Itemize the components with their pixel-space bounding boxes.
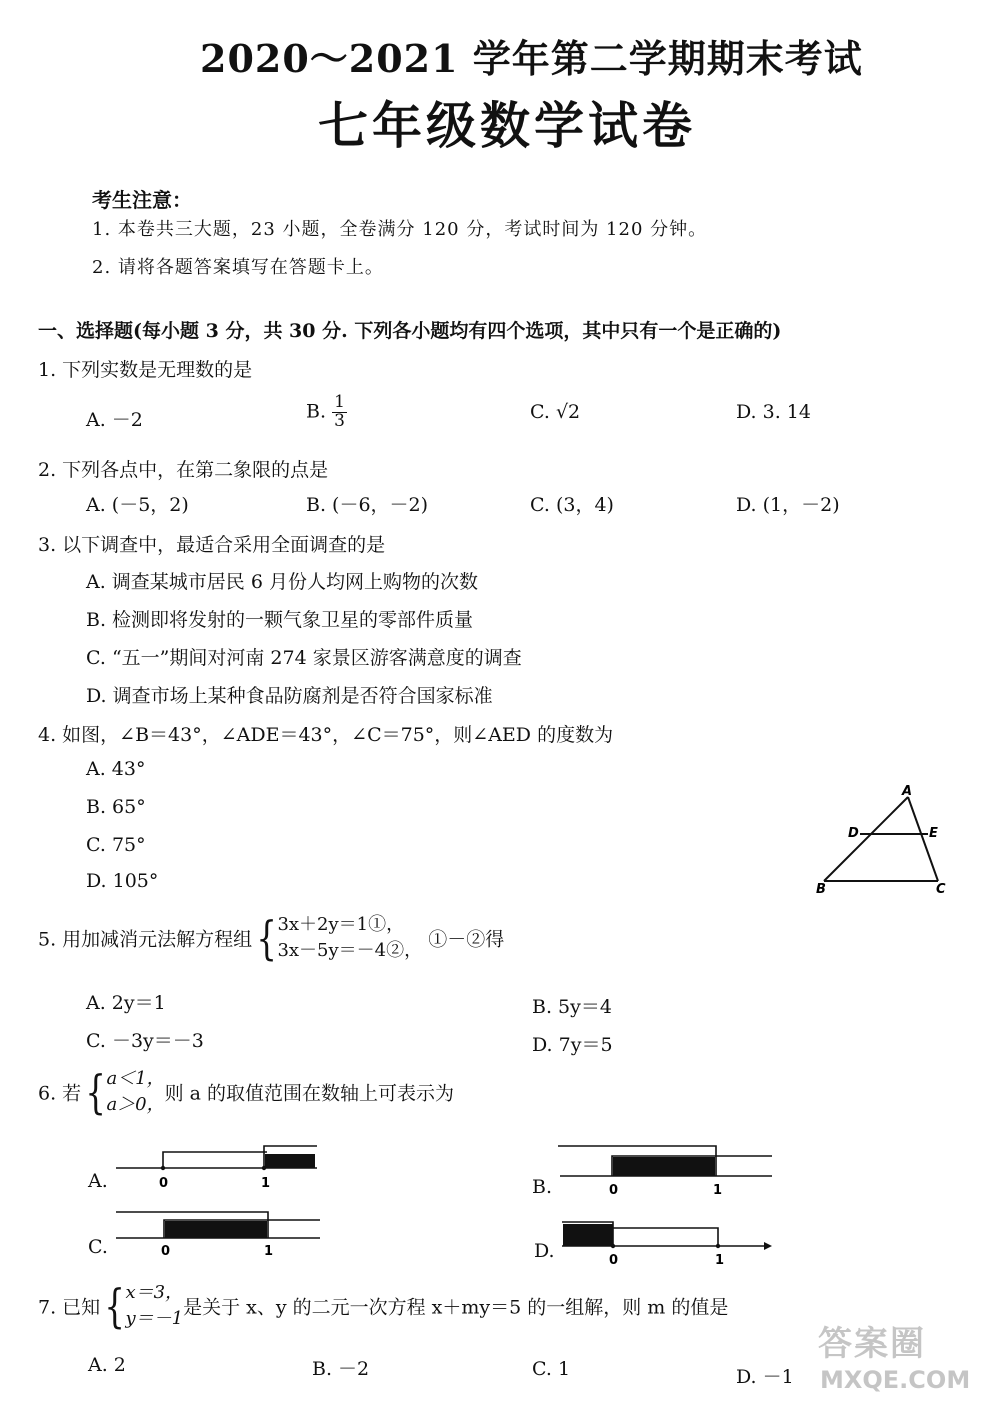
question-5-suffix: ①－②得 [428, 928, 505, 951]
equation-1: 3x＋2y＝1①， [277, 914, 405, 935]
question-1-stem: 1. 下列实数是无理数的是 [38, 359, 253, 381]
notice-item-2: 2. 请将各题答案填写在答题卡上。 [92, 257, 384, 278]
question-3-option-d: D. 调查市场上某种食品防腐剂是否符合国家标准 [86, 685, 493, 707]
question-1-option-d: D. 3. 14 [736, 401, 811, 423]
question-6-option-c: C. [88, 1236, 108, 1258]
tick-one [716, 1244, 720, 1248]
option-b-prefix: B. [306, 400, 327, 423]
triangle-figure [810, 785, 960, 895]
number-line-c [112, 1200, 327, 1258]
condition-system [106, 1066, 164, 1118]
shaded-region [613, 1157, 715, 1176]
question-1-option-b [306, 394, 347, 431]
number-line-a [112, 1140, 327, 1198]
question-5-option-a: A. 2y＝1 [86, 992, 166, 1014]
side-ab [824, 797, 908, 881]
label-one: 1 [713, 1183, 723, 1198]
brace: { [104, 1279, 126, 1334]
label-zero: 0 [609, 1253, 619, 1268]
question-4-option-c: C. 75° [86, 834, 146, 856]
question-4-stem: 4. 如图，∠B＝43°，∠ADE＝43°，∠C＝75°，则∠AED 的度数为 [38, 724, 614, 746]
question-3-option-c: C. “五一”期间对河南 274 家景区游客满意度的调查 [86, 647, 522, 669]
question-1-option-a: A. －2 [86, 409, 143, 431]
shaded-region [165, 1221, 267, 1238]
exam-title-line1: 2020～2021 学年第二学期期末考试 [200, 36, 863, 81]
question-4-option-b: B. 65° [86, 796, 146, 818]
equation-system [277, 912, 422, 964]
label-d: D [848, 826, 859, 841]
brace: { [85, 1065, 107, 1120]
shaded-region [563, 1224, 613, 1246]
label-zero: 0 [609, 1183, 619, 1198]
question-6-option-d: D. [534, 1240, 555, 1262]
question-2-option-b: B. (－6，－2) [306, 494, 429, 516]
question-3-option-a: A. 调查某城市居民 6 月份人均网上购物的次数 [86, 571, 478, 593]
label-e: E [929, 826, 938, 841]
fraction [332, 394, 347, 431]
question-7-prefix: 7. 已知 [38, 1296, 101, 1319]
question-7-suffix: 是关于 x、y 的二元一次方程 x＋my＝5 的一组解，则 m 的值是 [183, 1296, 729, 1319]
question-3-stem: 3. 以下调查中，最适合采用全面调查的是 [38, 534, 386, 556]
equation-2: 3x－5y＝－4②， [277, 940, 423, 962]
tick-zero [611, 1244, 615, 1248]
exam-title-line2: 七年级数学试卷 [318, 96, 696, 155]
question-7-stem [38, 1280, 728, 1332]
question-2-stem: 2. 下列各点中，在第二象限的点是 [38, 459, 329, 481]
question-7-option-a: A. 2 [88, 1354, 126, 1376]
question-3-option-b: B. 检测即将发射的一颗气象卫星的零部件质量 [86, 609, 474, 631]
condition-2: a＞0， [106, 1094, 165, 1116]
question-4-option-a: A. 43° [86, 758, 146, 780]
bracket-right [613, 1228, 718, 1246]
solution-y: y＝－1 [125, 1308, 184, 1330]
condition-1: a＜1， [106, 1068, 165, 1089]
label-one: 1 [261, 1176, 271, 1191]
bracket-open [163, 1152, 267, 1168]
question-6-suffix: 则 a 的取值范围在数轴上可表示为 [164, 1082, 455, 1105]
number-line-d [558, 1212, 780, 1270]
label-b: B [816, 882, 826, 895]
brace: { [256, 911, 278, 966]
tick-zero [161, 1166, 165, 1170]
question-6-stem [38, 1066, 454, 1118]
question-2-option-c: C. (3，4) [530, 494, 614, 516]
question-5-stem [38, 912, 504, 964]
question-6-option-b: B. [532, 1176, 553, 1198]
question-5-option-b: B. 5y＝4 [532, 996, 612, 1018]
watermark-url: MXQE.COM [820, 1366, 971, 1394]
label-zero: 0 [161, 1244, 171, 1258]
question-1-option-c: C. √2 [530, 401, 581, 423]
question-5-option-d: D. 7y＝5 [532, 1034, 613, 1056]
label-one: 1 [264, 1244, 274, 1258]
label-one: 1 [715, 1253, 725, 1268]
fraction-numerator: 1 [334, 392, 345, 412]
tick-one [262, 1166, 266, 1170]
label-c: C [936, 882, 946, 895]
label-zero: 0 [159, 1176, 169, 1191]
question-2-option-a: A. (－5，2) [86, 494, 189, 516]
notice-item-1: 1. 本卷共三大题，23 小题，全卷满分 120 分，考试时间为 120 分钟。 [92, 219, 708, 240]
arrow-icon [764, 1242, 772, 1250]
question-4-option-d: D. 105° [86, 870, 159, 892]
question-5-prefix: 5. 用加减消元法解方程组 [38, 928, 253, 951]
shaded-region [265, 1154, 315, 1168]
question-2-option-d: D. (1，－2) [736, 494, 840, 516]
question-5-option-c: C. －3y＝－3 [86, 1030, 204, 1052]
question-7-option-b: B. －2 [312, 1358, 370, 1380]
question-6-prefix: 6. 若 [38, 1082, 82, 1105]
question-7-option-d: D. －1 [736, 1366, 794, 1388]
solution-x: x＝3， [125, 1282, 184, 1303]
label-a: A [902, 785, 913, 799]
question-7-option-c: C. 1 [532, 1358, 571, 1380]
section-1-title: 一、选择题(每小题 3 分，共 30 分. 下列各小题均有四个选项，其中只有一个是正确的) [38, 320, 782, 342]
question-6-option-a: A. [88, 1170, 108, 1192]
watermark-logo: 答案圈 [818, 1324, 926, 1364]
number-line-b [556, 1140, 778, 1198]
fraction-denominator: 3 [334, 410, 345, 431]
notice-title: 考生注意： [92, 188, 192, 212]
solution-system [125, 1280, 183, 1332]
